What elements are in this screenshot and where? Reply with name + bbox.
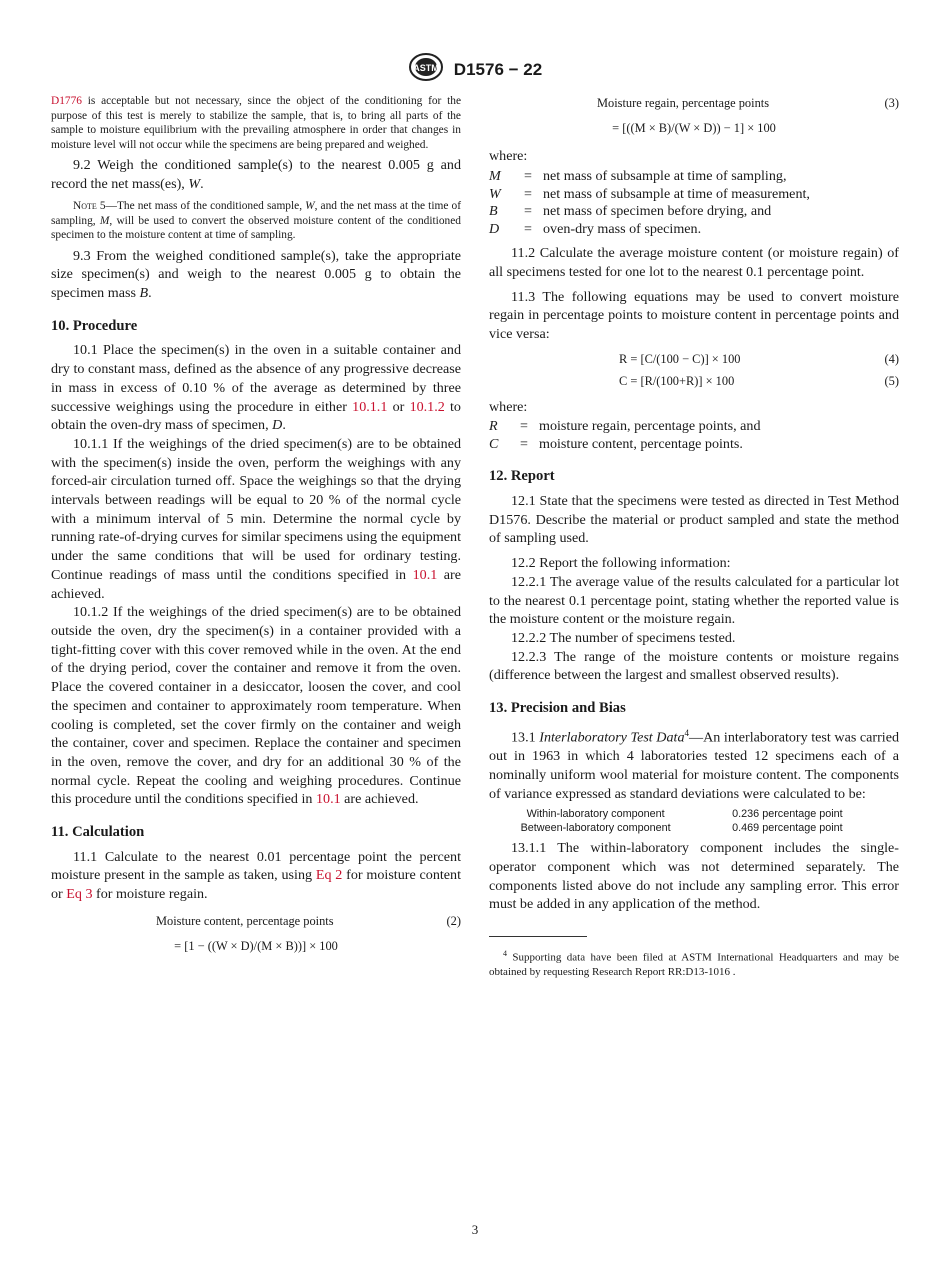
footnote-4: $^4$ Supporting data have been filed at ASTM International Headquarters and may be obtained by requesting Research Report RR:D13-1016 . — [489, 949, 899, 978]
variable-list — [489, 168, 899, 238]
ref-link-eq-2[interactable]: Eq 2 — [315, 867, 343, 884]
equation-2-label: Moisture content, percentage points (2) — [51, 912, 461, 931]
ref-link-d1776[interactable]: D1776 — [51, 95, 83, 107]
table-row: Within-laboratory component 0.236 percentage point — [526, 808, 843, 821]
variable-definition: M = net mass of subsample at time of sampling, — [489, 168, 787, 185]
section-12-2: 12.2 Report the following information: — [511, 555, 731, 572]
section-heading-procedure: 10. Procedure — [51, 317, 138, 334]
where-label: where: — [489, 398, 528, 415]
ref-link-10-1[interactable]: 10.1 — [412, 566, 438, 583]
footnote-marker: 4 — [684, 727, 689, 738]
section-13-1: 13.1 Interlaboratory Test Data$^4$—An interlaboratory test was carried out in 1963 in which 4 laboratories tested 12 specimens each of a nominally uniform wool material for moisture content. The components of variance expressed as standard deviations were calculated to be: — [489, 727, 900, 802]
section-11-2: 11.2 Calculate the average moisture content (or moisture regain) of all specimens tested for one lot to the nearest 0.1 percentage point. — [489, 245, 899, 280]
variable-definition: R = moisture regain, percentage points, and — [489, 418, 761, 435]
svg-text:ASTM: ASTM — [413, 63, 439, 73]
section-12-1: 12.1 State that the specimens were tested as directed in Test Method D1576. Describe the material or product sampled and state the method of sampling used. — [489, 493, 899, 547]
ref-link-eq-3[interactable]: Eq 3 — [66, 886, 93, 903]
note-5: Note 5—The net mass of the conditioned sample, W, and the net mass at the time of sampling, M, will be used to convert the observed moisture content of the conditioned specimen to the moisture content at time of sampling. — [51, 200, 461, 242]
section-heading-calculation: 11. Calculation — [51, 824, 145, 841]
continued-paragraph: D1776 is acceptable but not necessary, since the object of the conditioning for the purpose of this test is merely to stabilize the sample, that is, to bring all parts of the sample to moisture equilibrium with the prevailing atmosphere in order that changes in moisture level will not occur while the specimens are being prepared and weighed. — [51, 95, 461, 151]
section-9-3: 9.3 From the weighed conditioned sample(s), take the appropriate size specimen(s) and weigh to the nearest 0.005 g to obtain the specimen mass B. — [51, 247, 461, 302]
section-10-1: 10.1 Place the specimen(s) in the oven in a suitable container and dry to constant mass, defined as the absence of any progressive decrease in mass in excess of 0.10 % of the average as determined by three successive weighings using the procedure in either 10.1.1 or 10.1.2 to obtain the oven-dry mass of specimen, D. — [51, 342, 461, 434]
document-id: D1576 − 22 — [453, 59, 543, 79]
variance-table — [489, 807, 899, 835]
equation-number: (3) — [884, 96, 899, 110]
section-11-3: 11.3 The following equations may be used to convert moisture regain in percentage points to moisture content in percentage points and vice versa: — [489, 288, 899, 342]
equation-number: (2) — [446, 913, 461, 928]
footnote-divider — [489, 936, 587, 937]
equation-number: (4) — [884, 351, 899, 366]
right-column — [489, 94, 899, 979]
table-row: Between-laboratory component 0.469 percentage point — [520, 822, 843, 835]
equation-number: (5) — [884, 373, 899, 388]
equation-2: = [1 − ((W × D)/(M × B))] × 100 — [174, 938, 338, 953]
section-11-1: 11.1 Calculate to the nearest 0.01 percentage point the percent moisture present in the sample as taken, using Eq 2 for moisture content or Eq 3 for moisture regain. — [51, 848, 461, 903]
ref-link-10-1-2[interactable]: 10.1.2 — [409, 398, 445, 415]
section-10-1-2: 10.1.2 If the weighings of the dried specimen(s) are to be obtained outside the oven, dry the specimen(s) in a container provided with a tight-fitting cover with this cover removed while in the oven. At the end of the drying period, cover the container and remove it from the oven. Place the covered container in a desiccator, loosen the cover, and cool the specimen and container to approximately room temperature. When cooling is completed, set the cover firmly on the container and weigh the container, cover and specimen. Replace the container and specimen in the oven, remove the cover, and dry for an additional 30 % of the normal cycle. Repeat the cooling and weighing procedures. Continue this procedure until the conditions specified in 10.1 are achieved. — [51, 604, 461, 808]
section-heading-report: 12. Report — [489, 468, 555, 485]
variable-definition: C = moisture content, percentage points. — [489, 435, 743, 452]
ref-link-10-1-1[interactable]: 10.1.1 — [352, 398, 388, 415]
equation-5: C = [R/(100+R)] × 100 (5) — [489, 370, 899, 392]
section-10-1-1: 10.1.1 If the weighings of the dried specimen(s) are to be obtained with the specimen(s) inside the oven, perform the weighings with any forced-air circulation turned off. Space the weighings so that the drying intervals between readings will be equal to 20 % of the normal cycle with a minimum interval of 5 min. Determine the normal cycle by running rate-of-drying curves for similar specimens using the equipment under the same conditions that will be used for ordinary testing. Continue readings of mass until the conditions specified in 10.1 are achieved. — [51, 435, 462, 602]
section-12-2-2: 12.2.2 The number of specimens tested. — [511, 629, 736, 646]
equation-3-label: Moisture regain, percentage points (3) — [489, 94, 899, 113]
section-12-2-3: 12.2.3 The range of the moisture contents or moisture regains (difference between the largest and smallest observed results). — [489, 648, 899, 684]
variable-list — [489, 418, 899, 453]
section-heading-precision-bias: 13. Precision and Bias — [489, 700, 626, 717]
where-label: where: — [489, 148, 528, 165]
page-header — [0, 52, 950, 87]
section-12-2-1: 12.2.1 The average value of the results calculated for a particular lot to the nearest 0.1 percentage point, stating whether the reported value is the moisture content or the moisture regain. — [489, 573, 899, 628]
equation-4: R = [C/(100 − C)] × 100 (4) — [489, 348, 899, 370]
page-number: 3 — [471, 1222, 479, 1237]
variable-definition: D = oven-dry mass of specimen. — [489, 220, 702, 237]
left-column — [51, 94, 461, 965]
section-9-2: 9.2 Weigh the conditioned sample(s) to the nearest 0.005 g and record the net mass(es), W. — [51, 157, 461, 192]
equation-3: = [((M × B)/(W × D)) − 1] × 100 — [612, 120, 776, 135]
astm-logo-icon — [408, 52, 444, 87]
variable-definition: B = net mass of specimen before drying, and — [489, 203, 772, 220]
ref-link-10-1[interactable]: 10.1 — [315, 791, 341, 808]
variable-definition: W = net mass of subsample at time of measurement, — [489, 185, 810, 202]
section-13-1-1: 13.1.1 The within-laboratory component includes the single-operator component which was not determined separately. The components listed above do not include any sampling error. This error must be added in any application of the method. — [489, 840, 899, 913]
